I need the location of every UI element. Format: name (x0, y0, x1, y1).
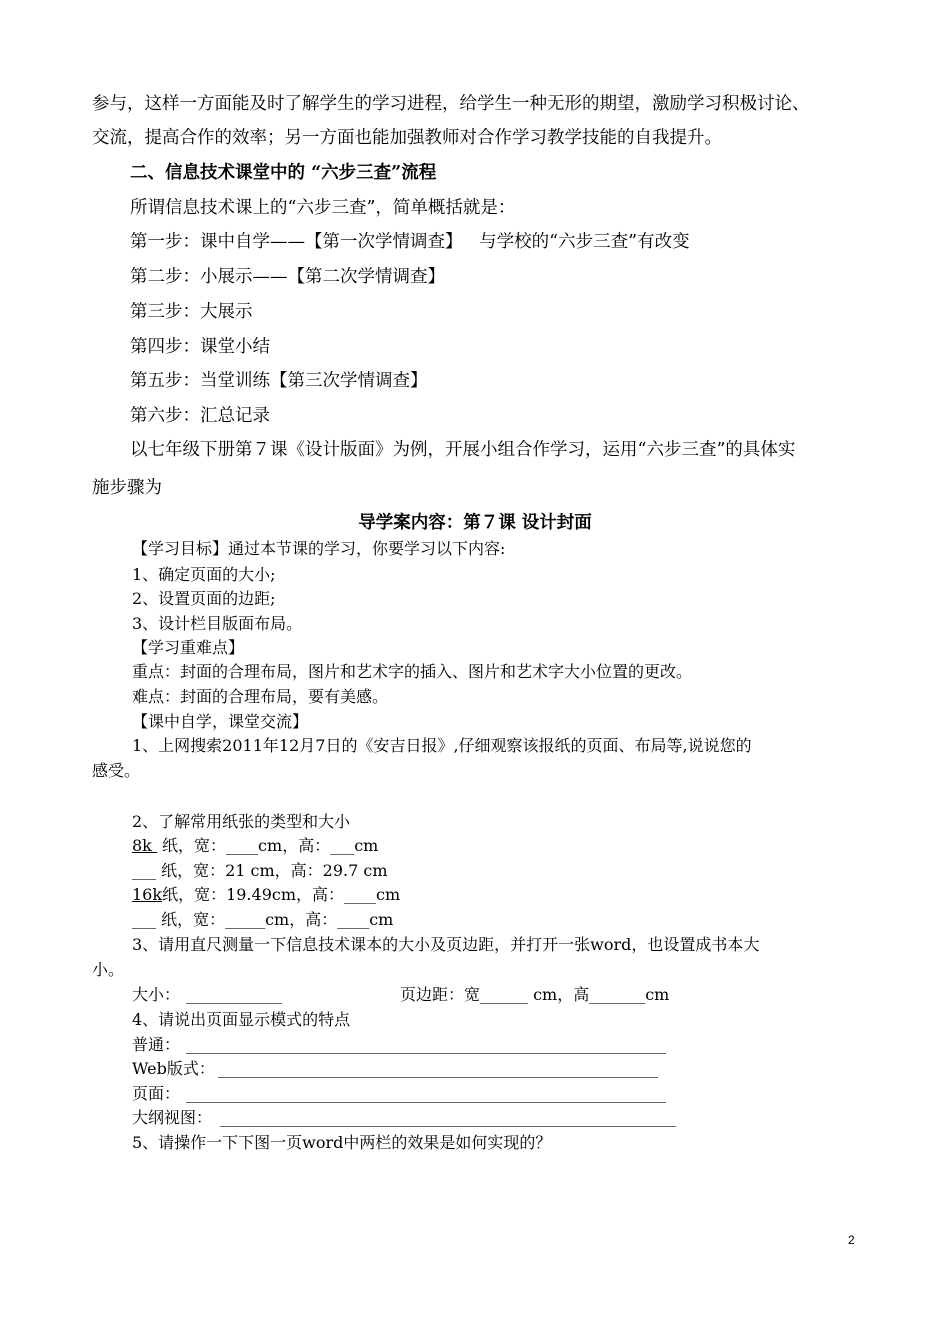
question-line: 4、请说出页面显示模式的特点 (132, 1010, 351, 1029)
paper-spec: 纸，宽：_____cm，高：____cm (156, 910, 394, 929)
step-item: 第四步：课堂小结 (130, 337, 270, 357)
goal-item: 1、确定页面的大小; (132, 565, 276, 584)
step-item: 第一步：课中自学——【第一次学情调查】 与学校的“六步三查”有改变 (130, 232, 690, 252)
self-study-heading: 【课中自学，课堂交流】 (132, 712, 309, 731)
paper-row (132, 861, 388, 880)
size-label: 大小： (132, 985, 181, 1004)
paper-name: ___ (132, 910, 156, 929)
mode-label: Web版式： (132, 1059, 215, 1078)
paper-row (132, 885, 400, 904)
question-line: 小。 (92, 960, 125, 979)
question-line: 3、请用直尺测量一下信息技术课本的大小及页边距，并打开一张word，也设置成书本大 (132, 935, 760, 954)
mode-blank: _________________________________________________________ (220, 1108, 676, 1127)
mode-blank: ____________________________________________________________ (186, 1035, 666, 1054)
step-item: 第三步：大展示 (130, 302, 253, 322)
step-item: 第二步：小展示——【第二次学情调查】 (130, 267, 445, 287)
paragraph-line: 所谓信息技术课上的“六步三查”，简单概括就是： (130, 198, 516, 218)
page-number: 2 (848, 1233, 855, 1247)
paper-spec: 纸，宽：____cm，高：___cm (156, 836, 379, 855)
goal-item: 2、设置页面的边距; (132, 589, 276, 608)
paragraph-line: 交流，提高合作的效率；另一方面也能加强教师对合作学习教学技能的自我提升。 (92, 128, 722, 148)
mode-label: 页面： (132, 1084, 181, 1103)
section-heading: 二、信息技术课堂中的 “六步三查”流程 (130, 163, 437, 183)
key-point: 重点：封面的合理布局，图片和艺术字的插入、图片和艺术字大小位置的更改。 (132, 662, 693, 681)
difficult-point: 难点：封面的合理布局，要有美感。 (132, 687, 389, 706)
paper-name: ___ (132, 861, 156, 880)
step-item: 第六步：汇总记录 (130, 406, 270, 426)
goal-item: 3、设计栏目版面布局。 (132, 614, 303, 633)
paper-row (132, 836, 378, 855)
question-line: 感受。 (92, 761, 141, 780)
goal-heading: 【学习目标】通过本节课的学习，你要学习以下内容: (132, 539, 506, 558)
margin-fields: 页边距：宽______ cm，高_______cm (400, 985, 670, 1004)
step-item: 第五步：当堂训练【第三次学情调查】 (130, 371, 428, 391)
question-line: 1、上网搜索2011年12月7日的《安吉日报》,仔细观察该报纸的页面、布局等,说说您的 (132, 736, 752, 755)
paper-name: 16k (132, 885, 163, 904)
size-blank: ____________ (186, 985, 282, 1004)
mode-label: 普通： (132, 1035, 181, 1054)
paper-spec: 纸，宽：19.49cm，高：____cm (162, 885, 401, 904)
mode-label: 大纲视图： (132, 1108, 213, 1127)
paper-spec: 纸，宽：21 cm，高：29.7 cm (156, 861, 388, 880)
mode-blank: _______________________________________________________ (218, 1059, 658, 1078)
question-line: 2、了解常用纸张的类型和大小 (132, 812, 351, 831)
key-heading: 【学习重难点】 (132, 638, 245, 657)
paper-name: 8k (132, 836, 157, 855)
mode-blank: ____________________________________________________________ (186, 1084, 666, 1103)
paragraph-line: 以七年级下册第７课《设计版面》为例，开展小组合作学习，运用“六步三查”的具体实 (130, 440, 796, 460)
question-line: 5、请操作一下下图一页word中两栏的效果是如何实现的？ (132, 1133, 552, 1152)
paragraph-line: 参与，这样一方面能及时了解学生的学习进程，给学生一种无形的期望，激励学习积极讨论、 (92, 94, 810, 114)
paper-row (132, 910, 393, 929)
paragraph-line: 施步骤为 (92, 478, 162, 498)
guide-title: 导学案内容：第７课 设计封面 (358, 513, 592, 533)
